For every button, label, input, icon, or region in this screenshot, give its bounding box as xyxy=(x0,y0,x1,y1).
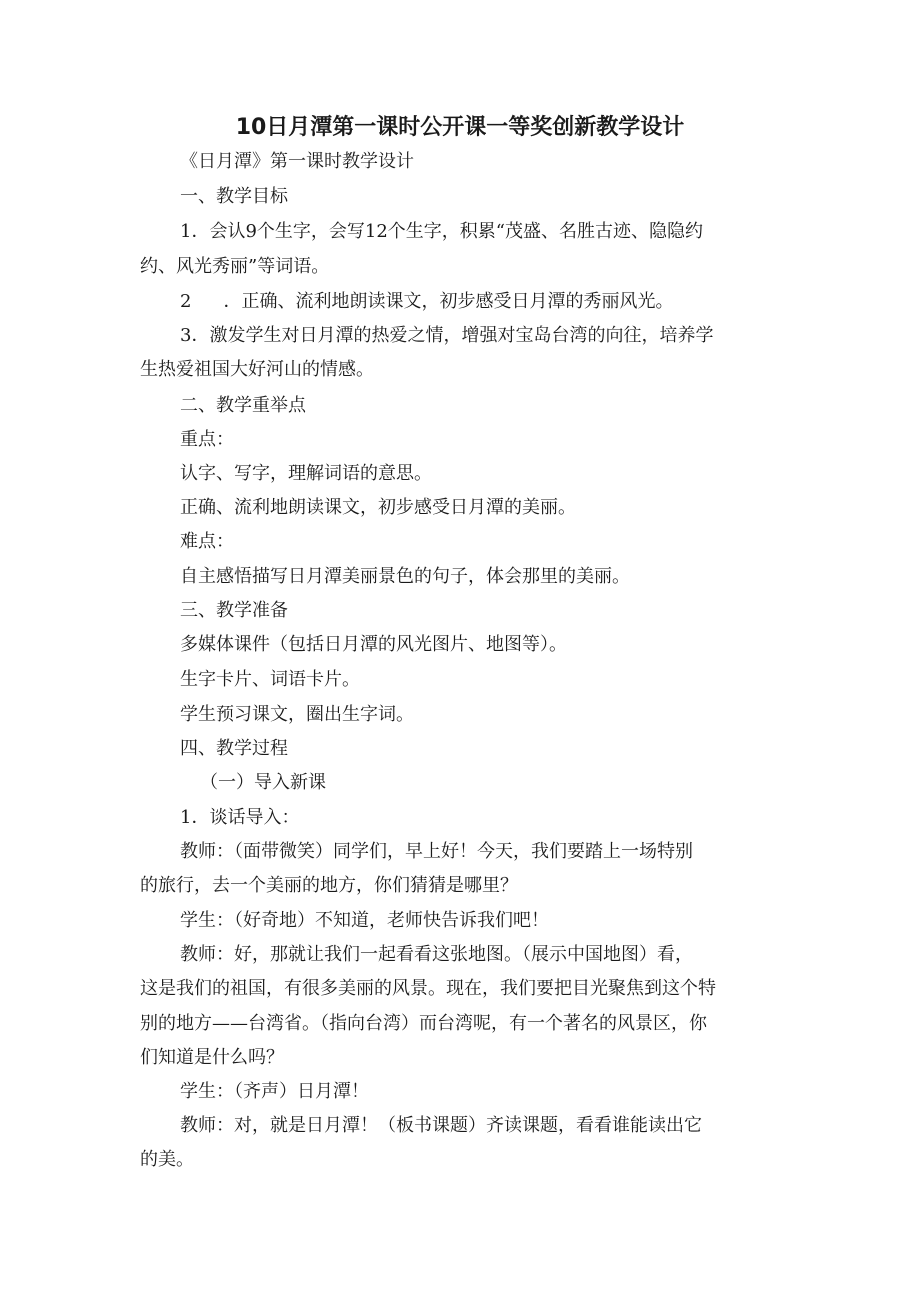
dialogue-3-line-2: 这是我们的祖国，有很多美丽的风景。现在，我们要把目光聚焦到这个特 xyxy=(140,978,716,999)
section-heading-process: 四、教学过程 xyxy=(180,738,288,759)
objective-2 xyxy=(180,290,673,314)
dialogue-4: 学生：（齐声）日月潭！ xyxy=(180,1081,369,1102)
document-title: 10日月潭第一课时公开课一等奖创新教学设计 xyxy=(235,115,685,140)
section-heading-key-points: 二、教学重举点 xyxy=(180,395,306,416)
section-heading-objectives: 一、教学目标 xyxy=(180,186,288,207)
process-part-1: （一）导入新课 xyxy=(200,772,326,793)
preparation-3: 学生预习课文，圈出生字词。 xyxy=(180,704,414,725)
objective-2-text: ．正确、流利地朗读课文，初步感受日月潭的秀丽风光。 xyxy=(223,291,674,312)
objective-3-line-2: 生热爱祖国大好河山的情感。 xyxy=(140,359,374,380)
objective-2-number: 2 xyxy=(180,291,192,312)
dialogue-3-line-4: 们知道是什么吗？ xyxy=(140,1047,284,1068)
process-step-1: 1．谈话导入： xyxy=(180,807,300,828)
dialogue-3-line-1: 教师：好，那就让我们一起看看这张地图。（展示中国地图）看， xyxy=(180,944,693,965)
objective-1-line-2: 约、风光秀丽”等词语。 xyxy=(140,256,330,277)
dialogue-2: 学生：（好奇地）不知道，老师快告诉我们吧！ xyxy=(180,910,549,931)
difficulty-1: 自主感悟描写日月潭美丽景色的句子，体会那里的美丽。 xyxy=(180,566,630,587)
dialogue-5-line-2: 的美。 xyxy=(140,1149,194,1170)
objective-3-line-1: 3．激发学生对日月潭的热爱之情，增强对宝岛台湾的向往，培养学 xyxy=(180,325,714,346)
preparation-2: 生字卡片、词语卡片。 xyxy=(180,669,360,690)
key-point-2: 正确、流利地朗读课文，初步感受日月潭的美丽。 xyxy=(180,497,576,518)
dialogue-1-line-1: 教师：（面带微笑）同学们，早上好！今天，我们要踏上一场特别 xyxy=(180,841,693,862)
key-point-1: 认字、写字，理解词语的意思。 xyxy=(180,463,432,484)
section-heading-preparation: 三、教学准备 xyxy=(180,600,288,621)
difficulty-label: 难点： xyxy=(180,531,234,552)
dialogue-3-line-3: 别的地方——台湾省。（指向台湾）而台湾呢，有一个著名的风景区，你 xyxy=(140,1013,707,1034)
objective-1-line-1: 1．会认9个生字，会写12个生字，积累“茂盛、名胜古迹、隐隐约 xyxy=(180,221,704,242)
dialogue-5-line-1: 教师：对，就是日月潭！（板书课题）齐读课题，看看谁能读出它 xyxy=(180,1115,702,1136)
document-subtitle: 《日月潭》第一课时教学设计 xyxy=(180,151,414,172)
key-points-label: 重点： xyxy=(180,429,234,450)
preparation-1: 多媒体课件（包括日月潭的风光图片、地图等）。 xyxy=(180,634,567,655)
dialogue-1-line-2: 的旅行，去一个美丽的地方，你们猜猜是哪里？ xyxy=(140,875,518,896)
